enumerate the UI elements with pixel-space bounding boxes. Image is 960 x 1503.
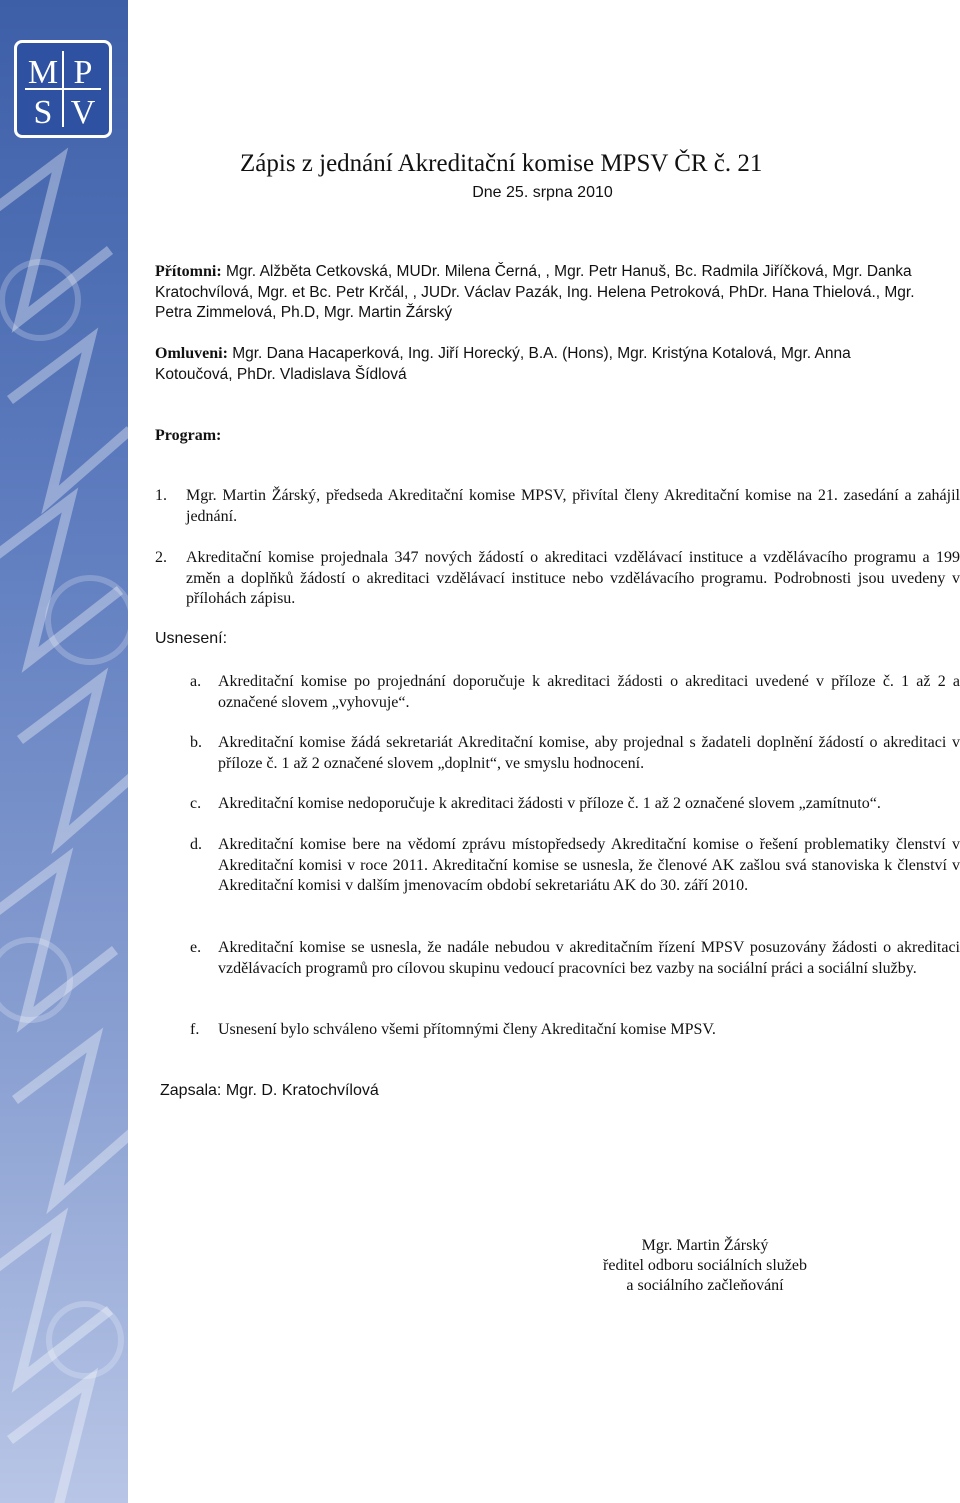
svg-text:P: P [73,54,93,91]
recorder-line: Zapsala: Mgr. D. Kratochvílová [160,1082,379,1099]
point-letter: a. [190,673,202,690]
program-item-2 [155,548,960,612]
point-text: Akreditační komise bere na vědomí zprávu místopředsedy Akreditační komise o řešení problematiky členství v Akreditační komisi v roce 2011. Akreditační komise se usnesla, že členové AK zašlou svá stanoviska k členství v Akreditační komisi v dalším jmenovacím období sekretariátu AK do 30. září 2010. [218,836,960,894]
svg-text:M: M [27,54,59,91]
svg-text:V: V [70,94,96,131]
svg-text:S: S [33,94,53,131]
present-label: Přítomni: [155,263,222,280]
sidebar-pattern [0,0,128,1503]
excused-section [155,344,930,385]
signature-name: Mgr. Martin Žárský [641,1237,769,1254]
decorative-sidebar [0,0,128,1503]
point-text: Usnesení bylo schváleno všemi přítomnými členy Akreditační komise MPSV. [218,1021,716,1038]
excused-list: Mgr. Dana Hacaperková, Ing. Jiří Horecký, B.A. (Hons), Mgr. Kristýna Kotalová, Mgr. Anna Kotoučová, PhDr. Vladislava Šídlová [155,345,851,383]
meeting-date-text: Dne 25. srpna 2010 [472,184,613,201]
resolution-label: Usnesení: [155,630,228,647]
item-text: Mgr. Martin Žárský, předseda Akreditační komise MPSV, přivítal členy Akreditační komise na 21. zasedání a zahájil jednání. [186,487,960,525]
point-text: Akreditační komise se usnesla, že nadále nebudou v akreditačním řízení MPSV posuzovány žádosti o akreditaci vzdělávacích programů pro cílovou skupinu vedoucí pracovníci bez vazby na sociální práci a sociální služby. [218,939,960,977]
meeting-date [0,184,960,202]
program-label: Program: [155,427,222,444]
document-title: Zápis z jednání Akreditační komise MPSV ČR č. 21 [240,150,763,177]
present-list: Mgr. Alžběta Cetkovská, MUDr. Milena Černá, , Mgr. Petr Hanuš, Bc. Radmila Jiříčková, Mgr. Danka Kratochvílová, Mgr. et Bc. Petr Krčál, , JUDr. Václav Pazák, Ing. Helena Petroková, PhDr. Hana Thielová., Mgr. Petra Zimmelová, Ph.D, Mgr. Martin Žárský [155,263,915,321]
point-letter: e. [190,939,202,956]
item-number: 1. [155,487,167,504]
program-item-1 [155,486,960,528]
present-section [155,262,930,324]
excused-label: Omluveni: [155,345,228,362]
point-letter: d. [190,836,202,853]
resolution-point-c [190,794,960,816]
point-letter: c. [190,795,202,812]
item-number: 2. [155,549,167,566]
point-letter: b. [190,734,202,751]
point-text: Akreditační komise nedoporučuje k akreditaci žádosti v příloze č. 1 až 2 označené slovem „zamítnuto“. [218,795,881,812]
resolution-point-b [190,733,960,775]
signature-title-line-2: a sociálního začleňování [626,1277,784,1294]
resolution-point-a [190,672,960,714]
point-letter: f. [190,1021,200,1038]
mpsv-logo [14,40,112,138]
signature-title-line-1: ředitel odboru sociálních služeb [603,1257,807,1274]
resolution-point-d [190,835,960,919]
point-text: Akreditační komise žádá sekretariát Akreditační komise, aby projednal s žadateli doplnění žádostí o akreditaci v příloze č. 1 až 2 označené slovem „doplnit“, ve smyslu hodnocení. [218,734,960,772]
resolution-point-e [190,938,960,1002]
point-text: Akreditační komise po projednání doporučuje k akreditaci žádosti o akreditaci uvedené v příloze č. 1 až 2 a označené slovem „vyhovuje“. [218,673,960,711]
item-text: Akreditační komise projednala 347 nových žádostí o akreditaci vzdělávací instituce a vzdělávacího programu a 199 změn a doplňků žádostí o akreditaci vzdělávací instituce nebo vzdělávacího programu. Podrobnosti jsou uvedeny v přílohách zápisu. [186,549,960,607]
resolution-point-f [190,1020,960,1042]
